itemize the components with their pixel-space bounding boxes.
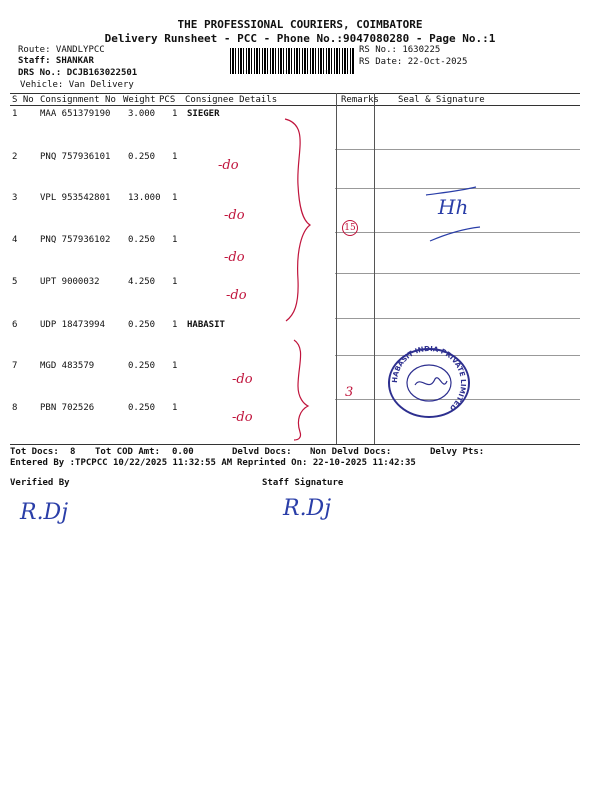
cell-weight: 13.000 [128, 193, 161, 203]
header-weight: Weight [123, 95, 156, 105]
handwritten-ditto: -do [224, 208, 245, 223]
cell-weight: 0.250 [128, 235, 156, 245]
cell-sno: 6 [12, 320, 18, 330]
handwritten-ditto: -do [232, 372, 253, 387]
cell-sno: 2 [12, 152, 18, 162]
header-consignment: Consignment No [40, 95, 116, 105]
verified-by-label: Verified By [10, 478, 70, 488]
rs-number: RS No.: 1630225 [359, 45, 441, 55]
handwritten-ditto: -do [226, 288, 247, 303]
cell-consignment: MGD 483579 [40, 361, 95, 371]
remark-count: 3 [345, 385, 354, 400]
remarks-column-divider [336, 93, 337, 444]
cell-sno: 3 [12, 193, 18, 203]
cell-pcs: 1 [172, 403, 178, 413]
reprinted-on: Reprinted On: 22-10-2025 11:42:35 [237, 458, 416, 468]
header-pcs: PCS [159, 95, 176, 105]
initials-strokes [420, 183, 490, 243]
table-top-border [10, 93, 580, 94]
cell-weight: 0.250 [128, 152, 156, 162]
seal-column-divider [374, 93, 375, 444]
cell-weight: 4.250 [128, 277, 156, 287]
stamp-text: HABASIT INDIA PRIVATE LIMITED [390, 345, 468, 413]
runsheet-subtitle: Delivery Runsheet - PCC - Phone No.:9047080280 - Page No.:1 [104, 32, 496, 45]
staff-signature-label: Staff Signature [262, 478, 344, 488]
cell-pcs: 1 [172, 152, 178, 162]
cell-consignment: UPT 9000032 [40, 277, 100, 287]
verified-signature: R.Dj [20, 500, 69, 525]
cell-weight: 0.250 [128, 361, 156, 371]
cell-sno: 8 [12, 403, 18, 413]
total-docs-value: 8 [70, 447, 76, 457]
cell-consignment: UDP 18473994 [40, 320, 106, 330]
cell-pcs: 1 [172, 320, 178, 330]
total-cod-label: Tot COD Amt: [95, 447, 161, 457]
cell-consignee: HABASIT [187, 320, 225, 330]
cell-pcs: 1 [172, 277, 178, 287]
delivered-docs-label: Delvd Docs: [232, 447, 292, 457]
cell-sno: 4 [12, 235, 18, 245]
company-title: THE PROFESSIONAL COURIERS, COIMBATORE [177, 18, 423, 31]
cell-weight: 3.000 [128, 109, 156, 119]
header-sno: S No [12, 95, 34, 105]
company-stamp-seal [385, 345, 473, 421]
header-consignee: Consignee Details [185, 95, 278, 105]
cell-consignment: PNQ 757936101 [40, 152, 111, 162]
barcode-image [230, 48, 354, 74]
total-docs-label: Tot Docs: [10, 447, 59, 457]
handwritten-ditto: -do [218, 158, 239, 173]
staff-label: Staff: SHANKAR [18, 56, 94, 66]
cell-weight: 0.250 [128, 403, 156, 413]
cell-sno: 1 [12, 109, 18, 119]
cell-consignment: PBN 702526 [40, 403, 95, 413]
receiver-initials: Hh [438, 195, 469, 219]
remark-circled-count: 15 [342, 220, 358, 236]
route-label: Route: VANDLYPCC [18, 45, 105, 55]
non-delivered-docs-label: Non Delvd Docs: [310, 447, 392, 457]
total-cod-value: 0.00 [172, 447, 194, 457]
cell-consignment: VPL 953542801 [40, 193, 111, 203]
row-divider [335, 149, 580, 150]
cell-consignment: PNQ 757936102 [40, 235, 111, 245]
handwritten-ditto: -do [224, 250, 245, 265]
cell-pcs: 1 [172, 235, 178, 245]
handwritten-ditto: -do [232, 410, 253, 425]
delivery-points-label: Delvy Pts: [430, 447, 485, 457]
drs-number: DRS No.: DCJB163022501 [18, 68, 138, 78]
red-brace-group-2 [290, 336, 320, 442]
cell-sno: 7 [12, 361, 18, 371]
cell-pcs: 1 [172, 193, 178, 203]
staff-signature: R.Dj [283, 496, 332, 521]
row-divider [335, 318, 580, 319]
cell-sno: 5 [12, 277, 18, 287]
header-remarks: Remarks [341, 95, 379, 105]
header-seal-signature: Seal & Signature [398, 95, 485, 105]
cell-consignee: SIEGER [187, 109, 220, 119]
svg-text:HABASIT INDIA PRIVATE LIMITED [391, 345, 467, 412]
table-bottom-border [10, 444, 580, 445]
cell-pcs: 1 [172, 361, 178, 371]
cell-weight: 0.250 [128, 320, 156, 330]
cell-consignment: MAA 651379190 [40, 109, 111, 119]
cell-pcs: 1 [172, 109, 178, 119]
rs-date: RS Date: 22-Oct-2025 [359, 57, 468, 67]
entered-by: Entered By :TPCPCC 10/22/2025 11:32:55 AM [10, 458, 233, 468]
vehicle-label: Vehicle: Van Delivery [20, 80, 134, 90]
row-divider [335, 273, 580, 274]
red-brace-group-1 [280, 115, 320, 325]
